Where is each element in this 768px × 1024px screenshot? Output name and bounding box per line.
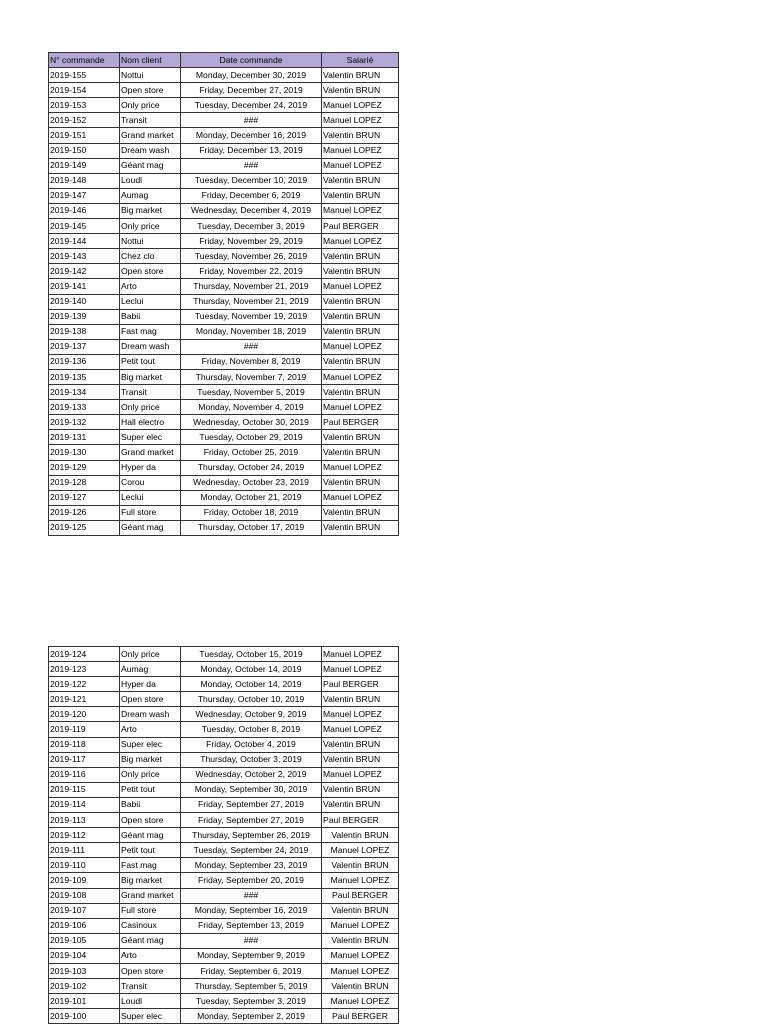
order-date-cell: Friday, November 29, 2019 xyxy=(181,234,322,249)
table-row xyxy=(49,264,399,279)
client-name-cell: Only price xyxy=(120,647,181,662)
order-date-cell: Friday, November 22, 2019 xyxy=(181,264,322,279)
order-number-cell: 2019-125 xyxy=(49,520,120,535)
order-number-cell: 2019-151 xyxy=(49,128,120,143)
employee-cell: Valentin BRUN xyxy=(322,933,399,948)
table-row xyxy=(49,113,399,128)
client-name-cell: Full store xyxy=(120,505,181,520)
table-row xyxy=(49,128,399,143)
employee-cell: Manuel LOPEZ xyxy=(322,994,399,1009)
client-name-cell: Hall electro xyxy=(120,415,181,430)
employee-cell: Manuel LOPEZ xyxy=(322,279,399,294)
employee-cell: Valentin BRUN xyxy=(322,475,399,490)
employee-cell: Manuel LOPEZ xyxy=(322,662,399,677)
employee-cell: Valentin BRUN xyxy=(322,385,399,400)
client-name-cell: Transit xyxy=(120,385,181,400)
table-row xyxy=(49,369,399,384)
table-row xyxy=(49,782,399,797)
employee-cell: Valentin BRUN xyxy=(322,128,399,143)
order-number-cell: 2019-109 xyxy=(49,873,120,888)
table-row xyxy=(49,918,399,933)
order-date-cell: Thursday, October 3, 2019 xyxy=(181,752,322,767)
order-date-cell: Friday, November 8, 2019 xyxy=(181,354,322,369)
table-row xyxy=(49,83,399,98)
employee-cell: Valentin BRUN xyxy=(322,264,399,279)
table-row xyxy=(49,903,399,918)
employee-cell: Valentin BRUN xyxy=(322,903,399,918)
order-date-cell: Thursday, November 21, 2019 xyxy=(181,279,322,294)
table-row xyxy=(49,415,399,430)
client-name-cell: Leclui xyxy=(120,294,181,309)
header-row xyxy=(49,53,399,68)
client-name-cell: Super elec xyxy=(120,430,181,445)
order-number-cell: 2019-139 xyxy=(49,309,120,324)
order-date-cell: Monday, October 21, 2019 xyxy=(181,490,322,505)
employee-cell: Valentin BRUN xyxy=(322,692,399,707)
table-row xyxy=(49,647,399,662)
order-number-cell: 2019-134 xyxy=(49,385,120,400)
order-number-cell: 2019-110 xyxy=(49,858,120,873)
employee-cell: Paul BERGER xyxy=(322,677,399,692)
order-date-cell: Monday, September 30, 2019 xyxy=(181,782,322,797)
order-number-cell: 2019-104 xyxy=(49,948,120,963)
employee-cell: Manuel LOPEZ xyxy=(322,918,399,933)
order-number-cell: 2019-117 xyxy=(49,752,120,767)
order-number-cell: 2019-119 xyxy=(49,722,120,737)
employee-cell: Valentin BRUN xyxy=(322,83,399,98)
order-date-cell: Tuesday, November 26, 2019 xyxy=(181,249,322,264)
order-date-cell: Tuesday, November 5, 2019 xyxy=(181,385,322,400)
client-name-cell: Big market xyxy=(120,369,181,384)
order-date-cell: Friday, September 27, 2019 xyxy=(181,813,322,828)
order-date-cell: ### xyxy=(181,888,322,903)
client-name-cell: Only price xyxy=(120,219,181,234)
orders-table-top xyxy=(48,52,399,536)
employee-cell: Manuel LOPEZ xyxy=(322,158,399,173)
client-name-cell: Open store xyxy=(120,264,181,279)
employee-cell: Valentin BRUN xyxy=(322,520,399,535)
header-employee: Salarié xyxy=(322,53,399,68)
order-date-cell: Thursday, October 24, 2019 xyxy=(181,460,322,475)
employee-cell: Valentin BRUN xyxy=(322,294,399,309)
table-row xyxy=(49,767,399,782)
order-date-cell: Monday, December 30, 2019 xyxy=(181,68,322,83)
client-name-cell: Arto xyxy=(120,279,181,294)
client-name-cell: Géant mag xyxy=(120,520,181,535)
table-row xyxy=(49,400,399,415)
order-number-cell: 2019-106 xyxy=(49,918,120,933)
client-name-cell: Casinoux xyxy=(120,918,181,933)
employee-cell: Manuel LOPEZ xyxy=(322,98,399,113)
table-row xyxy=(49,737,399,752)
client-name-cell: Aumag xyxy=(120,188,181,203)
order-number-cell: 2019-138 xyxy=(49,324,120,339)
table-row xyxy=(49,324,399,339)
order-date-cell: Thursday, November 21, 2019 xyxy=(181,294,322,309)
order-number-cell: 2019-137 xyxy=(49,339,120,354)
order-date-cell: Tuesday, December 24, 2019 xyxy=(181,98,322,113)
order-date-cell: Monday, September 16, 2019 xyxy=(181,903,322,918)
header-order-number: N° commande xyxy=(49,53,120,68)
client-name-cell: Only price xyxy=(120,767,181,782)
table-row xyxy=(49,858,399,873)
client-name-cell: Babii xyxy=(120,797,181,812)
table-row xyxy=(49,279,399,294)
client-name-cell: Open store xyxy=(120,83,181,98)
table-row xyxy=(49,662,399,677)
order-number-cell: 2019-115 xyxy=(49,782,120,797)
table-row xyxy=(49,722,399,737)
employee-cell: Paul BERGER xyxy=(322,1009,399,1024)
table-row xyxy=(49,843,399,858)
order-number-cell: 2019-144 xyxy=(49,234,120,249)
client-name-cell: Grand market xyxy=(120,445,181,460)
table-row xyxy=(49,979,399,994)
client-name-cell: Fast mag xyxy=(120,858,181,873)
order-date-cell: Monday, September 23, 2019 xyxy=(181,858,322,873)
order-number-cell: 2019-112 xyxy=(49,828,120,843)
order-number-cell: 2019-155 xyxy=(49,68,120,83)
client-name-cell: Loudl xyxy=(120,994,181,1009)
order-number-cell: 2019-150 xyxy=(49,143,120,158)
order-number-cell: 2019-116 xyxy=(49,767,120,782)
employee-cell: Manuel LOPEZ xyxy=(322,143,399,158)
order-date-cell: Tuesday, November 19, 2019 xyxy=(181,309,322,324)
order-number-cell: 2019-143 xyxy=(49,249,120,264)
order-number-cell: 2019-127 xyxy=(49,490,120,505)
order-number-cell: 2019-120 xyxy=(49,707,120,722)
order-date-cell: Thursday, November 7, 2019 xyxy=(181,369,322,384)
order-date-cell: Monday, September 9, 2019 xyxy=(181,948,322,963)
table-row xyxy=(49,963,399,978)
client-name-cell: Big market xyxy=(120,752,181,767)
employee-cell: Valentin BRUN xyxy=(322,782,399,797)
employee-cell: Valentin BRUN xyxy=(322,430,399,445)
table-row xyxy=(49,475,399,490)
order-number-cell: 2019-146 xyxy=(49,203,120,218)
order-number-cell: 2019-132 xyxy=(49,415,120,430)
table-row xyxy=(49,520,399,535)
order-date-cell: Tuesday, October 8, 2019 xyxy=(181,722,322,737)
table-row xyxy=(49,490,399,505)
order-date-cell: Tuesday, December 10, 2019 xyxy=(181,173,322,188)
employee-cell: Manuel LOPEZ xyxy=(322,460,399,475)
table-row xyxy=(49,888,399,903)
employee-cell: Valentin BRUN xyxy=(322,858,399,873)
order-date-cell: Thursday, September 26, 2019 xyxy=(181,828,322,843)
client-name-cell: Petit tout xyxy=(120,843,181,858)
table-row xyxy=(49,873,399,888)
order-date-cell: Thursday, October 10, 2019 xyxy=(181,692,322,707)
employee-cell: Manuel LOPEZ xyxy=(322,722,399,737)
table-row xyxy=(49,158,399,173)
table-row xyxy=(49,948,399,963)
client-name-cell: Grand market xyxy=(120,888,181,903)
order-number-cell: 2019-135 xyxy=(49,369,120,384)
order-number-cell: 2019-103 xyxy=(49,963,120,978)
order-number-cell: 2019-100 xyxy=(49,1009,120,1024)
employee-cell: Manuel LOPEZ xyxy=(322,873,399,888)
employee-cell: Valentin BRUN xyxy=(322,737,399,752)
client-name-cell: Big market xyxy=(120,873,181,888)
client-name-cell: Petit tout xyxy=(120,354,181,369)
client-name-cell: Transit xyxy=(120,113,181,128)
order-number-cell: 2019-111 xyxy=(49,843,120,858)
client-name-cell: Géant mag xyxy=(120,158,181,173)
employee-cell: Paul BERGER xyxy=(322,415,399,430)
table-row xyxy=(49,203,399,218)
table-row xyxy=(49,294,399,309)
client-name-cell: Only price xyxy=(120,98,181,113)
employee-cell: Manuel LOPEZ xyxy=(322,490,399,505)
client-name-cell: Leclui xyxy=(120,490,181,505)
employee-cell: Manuel LOPEZ xyxy=(322,948,399,963)
order-date-cell: Tuesday, December 3, 2019 xyxy=(181,219,322,234)
order-number-cell: 2019-153 xyxy=(49,98,120,113)
table-row xyxy=(49,933,399,948)
client-name-cell: Petit tout xyxy=(120,782,181,797)
employee-cell: Valentin BRUN xyxy=(322,752,399,767)
table-row xyxy=(49,445,399,460)
table-row xyxy=(49,98,399,113)
order-number-cell: 2019-133 xyxy=(49,400,120,415)
order-number-cell: 2019-131 xyxy=(49,430,120,445)
client-name-cell: Super elec xyxy=(120,737,181,752)
client-name-cell: Aumag xyxy=(120,662,181,677)
order-number-cell: 2019-128 xyxy=(49,475,120,490)
table-row xyxy=(49,505,399,520)
client-name-cell: Hyper da xyxy=(120,677,181,692)
order-number-cell: 2019-101 xyxy=(49,994,120,1009)
client-name-cell: Transit xyxy=(120,979,181,994)
order-number-cell: 2019-114 xyxy=(49,797,120,812)
order-number-cell: 2019-122 xyxy=(49,677,120,692)
employee-cell: Valentin BRUN xyxy=(322,68,399,83)
client-name-cell: Hyper da xyxy=(120,460,181,475)
table-row xyxy=(49,692,399,707)
table-row xyxy=(49,677,399,692)
table-row xyxy=(49,68,399,83)
order-number-cell: 2019-129 xyxy=(49,460,120,475)
table-row xyxy=(49,309,399,324)
order-date-cell: ### xyxy=(181,158,322,173)
client-name-cell: Fast mag xyxy=(120,324,181,339)
employee-cell: Paul BERGER xyxy=(322,888,399,903)
order-date-cell: Monday, December 16, 2019 xyxy=(181,128,322,143)
employee-cell: Manuel LOPEZ xyxy=(322,767,399,782)
order-number-cell: 2019-107 xyxy=(49,903,120,918)
order-date-cell: Wednesday, October 30, 2019 xyxy=(181,415,322,430)
employee-cell: Manuel LOPEZ xyxy=(322,203,399,218)
employee-cell: Manuel LOPEZ xyxy=(322,234,399,249)
client-name-cell: Open store xyxy=(120,813,181,828)
employee-cell: Valentin BRUN xyxy=(322,979,399,994)
employee-cell: Valentin BRUN xyxy=(322,324,399,339)
order-date-cell: Monday, September 2, 2019 xyxy=(181,1009,322,1024)
order-date-cell: Friday, December 13, 2019 xyxy=(181,143,322,158)
order-number-cell: 2019-149 xyxy=(49,158,120,173)
table-row xyxy=(49,173,399,188)
employee-cell: Manuel LOPEZ xyxy=(322,369,399,384)
employee-cell: Manuel LOPEZ xyxy=(322,113,399,128)
order-date-cell: ### xyxy=(181,933,322,948)
order-number-cell: 2019-121 xyxy=(49,692,120,707)
order-number-cell: 2019-126 xyxy=(49,505,120,520)
order-date-cell: ### xyxy=(181,339,322,354)
order-date-cell: Friday, September 20, 2019 xyxy=(181,873,322,888)
table-row xyxy=(49,249,399,264)
order-date-cell: Wednesday, October 9, 2019 xyxy=(181,707,322,722)
client-name-cell: Arto xyxy=(120,722,181,737)
employee-cell: Manuel LOPEZ xyxy=(322,963,399,978)
table-row xyxy=(49,707,399,722)
order-date-cell: Monday, November 18, 2019 xyxy=(181,324,322,339)
client-name-cell: Chez clo xyxy=(120,249,181,264)
employee-cell: Valentin BRUN xyxy=(322,828,399,843)
order-number-cell: 2019-118 xyxy=(49,737,120,752)
order-number-cell: 2019-108 xyxy=(49,888,120,903)
order-date-cell: Wednesday, December 4, 2019 xyxy=(181,203,322,218)
order-number-cell: 2019-141 xyxy=(49,279,120,294)
table-row xyxy=(49,354,399,369)
order-date-cell: Friday, October 4, 2019 xyxy=(181,737,322,752)
table-row xyxy=(49,1009,399,1024)
table-row xyxy=(49,797,399,812)
order-number-cell: 2019-123 xyxy=(49,662,120,677)
table-row xyxy=(49,234,399,249)
order-date-cell: ### xyxy=(181,113,322,128)
order-number-cell: 2019-154 xyxy=(49,83,120,98)
table-row xyxy=(49,188,399,203)
order-date-cell: Monday, November 4, 2019 xyxy=(181,400,322,415)
order-date-cell: Friday, December 27, 2019 xyxy=(181,83,322,98)
table-row xyxy=(49,828,399,843)
order-date-cell: Monday, October 14, 2019 xyxy=(181,662,322,677)
employee-cell: Manuel LOPEZ xyxy=(322,647,399,662)
order-number-cell: 2019-130 xyxy=(49,445,120,460)
client-name-cell: Open store xyxy=(120,692,181,707)
employee-cell: Manuel LOPEZ xyxy=(322,339,399,354)
order-date-cell: Friday, December 6, 2019 xyxy=(181,188,322,203)
employee-cell: Valentin BRUN xyxy=(322,309,399,324)
order-date-cell: Friday, September 13, 2019 xyxy=(181,918,322,933)
client-name-cell: Big market xyxy=(120,203,181,218)
order-date-cell: Tuesday, October 29, 2019 xyxy=(181,430,322,445)
employee-cell: Manuel LOPEZ xyxy=(322,843,399,858)
order-date-cell: Thursday, September 5, 2019 xyxy=(181,979,322,994)
order-date-cell: Friday, September 6, 2019 xyxy=(181,963,322,978)
employee-cell: Valentin BRUN xyxy=(322,445,399,460)
client-name-cell: Dream wash xyxy=(120,707,181,722)
order-number-cell: 2019-145 xyxy=(49,219,120,234)
client-name-cell: Open store xyxy=(120,963,181,978)
order-date-cell: Friday, October 18, 2019 xyxy=(181,505,322,520)
client-name-cell: Nottui xyxy=(120,68,181,83)
employee-cell: Paul BERGER xyxy=(322,219,399,234)
table-row xyxy=(49,143,399,158)
table-row xyxy=(49,385,399,400)
order-number-cell: 2019-102 xyxy=(49,979,120,994)
employee-cell: Valentin BRUN xyxy=(322,249,399,264)
client-name-cell: Géant mag xyxy=(120,933,181,948)
order-date-cell: Wednesday, October 23, 2019 xyxy=(181,475,322,490)
order-date-cell: Friday, October 25, 2019 xyxy=(181,445,322,460)
client-name-cell: Super elec xyxy=(120,1009,181,1024)
order-number-cell: 2019-136 xyxy=(49,354,120,369)
order-number-cell: 2019-148 xyxy=(49,173,120,188)
employee-cell: Valentin BRUN xyxy=(322,797,399,812)
table-row xyxy=(49,430,399,445)
table-row xyxy=(49,339,399,354)
table-row xyxy=(49,219,399,234)
order-number-cell: 2019-113 xyxy=(49,813,120,828)
order-date-cell: Monday, October 14, 2019 xyxy=(181,677,322,692)
client-name-cell: Babii xyxy=(120,309,181,324)
order-number-cell: 2019-152 xyxy=(49,113,120,128)
order-date-cell: Wednesday, October 2, 2019 xyxy=(181,767,322,782)
order-number-cell: 2019-147 xyxy=(49,188,120,203)
client-name-cell: Nottui xyxy=(120,234,181,249)
client-name-cell: Full store xyxy=(120,903,181,918)
employee-cell: Valentin BRUN xyxy=(322,173,399,188)
employee-cell: Manuel LOPEZ xyxy=(322,400,399,415)
client-name-cell: Grand market xyxy=(120,128,181,143)
client-name-cell: Dream wash xyxy=(120,339,181,354)
order-date-cell: Thursday, October 17, 2019 xyxy=(181,520,322,535)
client-name-cell: Loudl xyxy=(120,173,181,188)
order-date-cell: Tuesday, September 24, 2019 xyxy=(181,843,322,858)
employee-cell: Paul BERGER xyxy=(322,813,399,828)
employee-cell: Valentin BRUN xyxy=(322,188,399,203)
client-name-cell: Géant mag xyxy=(120,828,181,843)
client-name-cell: Only price xyxy=(120,400,181,415)
header-order-date: Date commande xyxy=(181,53,322,68)
header-client-name: Nom client xyxy=(120,53,181,68)
order-date-cell: Tuesday, September 3, 2019 xyxy=(181,994,322,1009)
client-name-cell: Arto xyxy=(120,948,181,963)
table-row xyxy=(49,752,399,767)
order-date-cell: Friday, September 27, 2019 xyxy=(181,797,322,812)
order-number-cell: 2019-105 xyxy=(49,933,120,948)
order-number-cell: 2019-140 xyxy=(49,294,120,309)
order-date-cell: Tuesday, October 15, 2019 xyxy=(181,647,322,662)
orders-table-bottom xyxy=(48,646,399,1024)
table-row xyxy=(49,460,399,475)
order-number-cell: 2019-124 xyxy=(49,647,120,662)
order-number-cell: 2019-142 xyxy=(49,264,120,279)
client-name-cell: Dream wash xyxy=(120,143,181,158)
table-row xyxy=(49,813,399,828)
employee-cell: Manuel LOPEZ xyxy=(322,707,399,722)
client-name-cell: Corou xyxy=(120,475,181,490)
table-row xyxy=(49,994,399,1009)
employee-cell: Valentin BRUN xyxy=(322,354,399,369)
employee-cell: Valentin BRUN xyxy=(322,505,399,520)
